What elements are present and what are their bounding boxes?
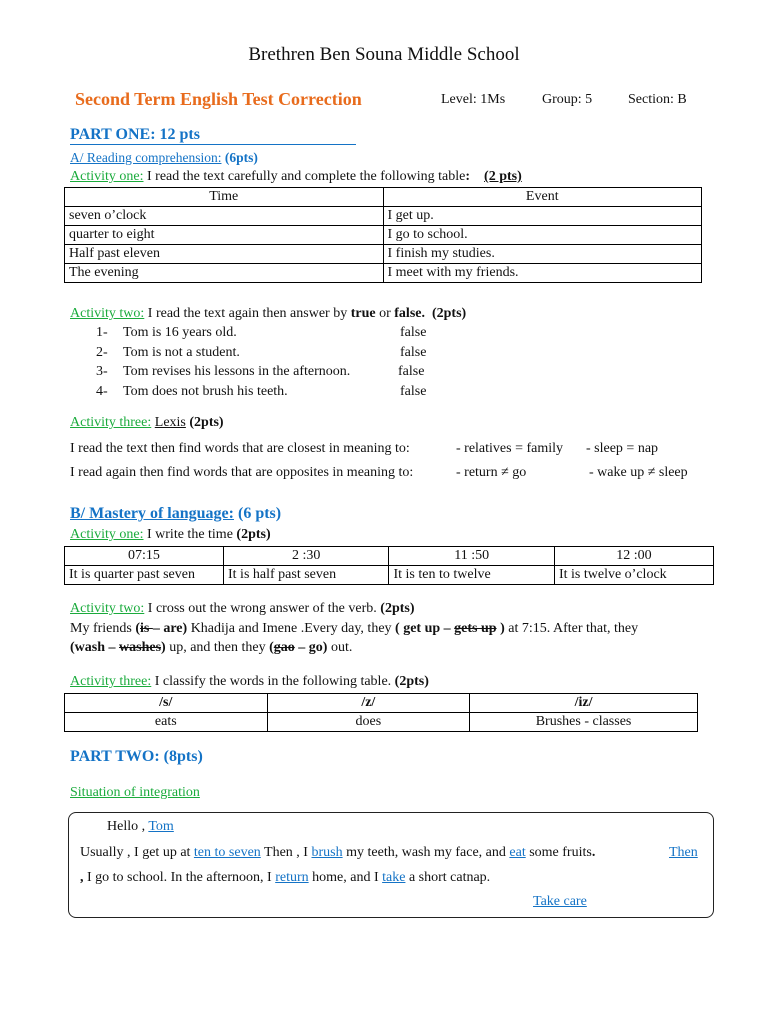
answer-word: ten to seven <box>193 845 261 860</box>
opposites-line <box>70 465 413 481</box>
false-word: false. <box>394 306 425 321</box>
reading-activity-one-line <box>70 169 522 185</box>
mastery-activity-two-line <box>70 601 415 617</box>
item-number: 4- <box>96 383 108 399</box>
opposites-text: I read again then find words that are opposites in meaning to: <box>70 465 414 480</box>
item-number: 2- <box>96 344 108 360</box>
table-row <box>65 713 698 732</box>
time-cell: Half past eleven <box>65 245 384 264</box>
level-label: Level: 1Ms <box>441 92 506 107</box>
activity-label: Activity one: <box>70 527 144 542</box>
time-answer: It is twelve o’clock <box>554 566 713 585</box>
mastery-points: (6 pts) <box>237 505 282 522</box>
event-cell: I finish my studies. <box>383 245 702 264</box>
mastery-activity-three-line <box>70 674 429 690</box>
letter-period: . <box>591 845 596 860</box>
sentence-text: out. <box>327 640 353 655</box>
header-time: Time <box>65 188 384 207</box>
activity-instruction: I write the time <box>143 527 237 542</box>
item-text: Tom revises his lessons in the afternoon. <box>123 364 351 379</box>
test-title: Second Term English Test Correction <box>75 89 362 109</box>
item-number: 1- <box>96 325 108 340</box>
sounds-table <box>64 693 698 732</box>
answer-word: return <box>275 870 309 885</box>
item-text: Tom is 16 years old. <box>123 325 237 340</box>
correct-choice: ( get up – <box>395 621 455 636</box>
list-item <box>96 343 496 363</box>
table-header-row <box>65 188 702 207</box>
time-answer: It is quarter past seven <box>65 566 224 585</box>
event-cell: I go to school. <box>383 226 702 245</box>
activity-points: (2pts) <box>431 306 467 321</box>
struck-choice: is <box>140 621 153 636</box>
list-item <box>96 362 496 382</box>
correct-choice: – are) <box>152 621 188 636</box>
table-row <box>65 566 714 585</box>
letter-comma: , <box>80 870 84 885</box>
colon-mark: : <box>465 169 471 184</box>
correct-choice: – go) <box>294 640 328 655</box>
reading-activity-two-line <box>70 306 466 322</box>
activity-instruction: I read the text carefully and complete the following table <box>143 169 466 184</box>
time-header: 2 :30 <box>224 547 389 566</box>
time-answer: It is half past seven <box>224 566 389 585</box>
answer-word: eat <box>509 845 526 860</box>
opposite-answer-a: - return ≠ go <box>456 465 527 480</box>
sound-cell: eats <box>65 713 268 732</box>
choice-open: ( <box>269 640 274 655</box>
time-cell: quarter to eight <box>65 226 384 245</box>
sound-header-iz: /iz/ <box>470 694 698 713</box>
event-cell: I meet with my friends. <box>383 264 702 283</box>
sound-cell: Brushes - classes <box>470 713 698 732</box>
time-cell: The evening <box>65 264 384 283</box>
item-answer: false <box>398 364 425 379</box>
synonym-answer-a: - relatives = family <box>456 441 564 456</box>
table-row <box>65 264 702 283</box>
true-false-list <box>96 323 496 401</box>
time-event-table <box>64 187 702 283</box>
activity-topic: Lexis <box>154 415 186 430</box>
correct-choice: (wash – <box>70 640 120 655</box>
mastery-title <box>70 505 281 523</box>
answer-word-then: Then <box>669 845 698 860</box>
table-header-row <box>65 547 714 566</box>
letter-text: I go to school. In the afternoon, I <box>83 870 276 885</box>
struck-choice: washes <box>119 640 162 655</box>
letter-text: Usually , I get up at <box>80 845 194 860</box>
letter-text: Then , I <box>260 845 312 860</box>
situation-label: Situation of integration <box>70 785 200 800</box>
letter-text: home, and I <box>308 870 383 885</box>
reading-title <box>70 150 258 166</box>
event-cell: I get up. <box>383 207 702 226</box>
sound-header-s: /s/ <box>65 694 268 713</box>
choice-close: ) <box>161 640 166 655</box>
letter-text: my teeth, wash my face, and <box>342 845 510 860</box>
table-row <box>65 226 702 245</box>
struck-choice: gao <box>273 640 295 655</box>
activity-instruction: I read the text again then answer by <box>144 306 351 321</box>
letter-greeting <box>107 819 174 835</box>
letter-text: a short catnap. <box>405 870 491 885</box>
mastery-title-text: B/ Mastery of language: <box>70 505 234 522</box>
header-event: Event <box>383 188 702 207</box>
part-one-title <box>70 126 200 144</box>
activity-points: (2pts) <box>189 415 224 430</box>
part-one-title-text: PART ONE: 12 pts <box>70 126 200 143</box>
item-answer: false <box>400 344 427 360</box>
time-header: 11 :50 <box>389 547 554 566</box>
synonym-answer-b: - sleep = nap <box>586 441 659 456</box>
greeting-text: Hello , <box>107 819 146 834</box>
sentence-text: Khadija and Imene .Every day, they <box>187 621 396 636</box>
reading-title-text: A/ Reading comprehension: <box>70 150 222 165</box>
answer-word: take <box>382 870 406 885</box>
table-header-row <box>65 694 698 713</box>
letter-closing: Take care <box>533 894 587 909</box>
time-header: 12 :00 <box>554 547 713 566</box>
reading-activity-three-line <box>70 415 224 431</box>
part-one-underline <box>70 144 356 145</box>
activity-instruction: I cross out the wrong answer of the verb. <box>144 601 381 616</box>
activity-points: (2pts) <box>236 527 271 542</box>
school-name: Brethren Ben Souna Middle School <box>248 44 520 65</box>
letter-line-1 <box>80 845 595 861</box>
mastery-activity-one-line <box>70 527 271 543</box>
activity-points: (2 pts) <box>484 169 522 184</box>
opposite-answer-b: - wake up ≠ sleep <box>589 465 688 480</box>
choice-open: ( <box>135 621 140 636</box>
sentence-text: at 7:15. After that, they <box>504 621 639 636</box>
activity-instruction: I classify the words in the following table. <box>151 674 395 689</box>
time-cell: seven o’clock <box>65 207 384 226</box>
sound-cell: does <box>267 713 470 732</box>
activity-label: Activity two: <box>70 306 145 321</box>
section-label: Section: B <box>628 92 687 107</box>
activity-label: Activity three: <box>70 674 152 689</box>
table-row <box>65 245 702 264</box>
sentence-text: up, and then they <box>165 640 270 655</box>
verb-sentence-2 <box>70 640 352 656</box>
list-item <box>96 382 496 402</box>
choice-close: ) <box>496 621 505 636</box>
letter-text: some fruits <box>525 845 592 860</box>
item-answer: false <box>400 325 427 340</box>
or-word: or <box>375 306 395 321</box>
table-row <box>65 207 702 226</box>
true-word: true <box>350 306 376 321</box>
sound-header-z: /z/ <box>267 694 470 713</box>
group-label: Group: 5 <box>542 92 593 107</box>
synonyms-line <box>70 441 410 457</box>
list-item <box>96 323 496 343</box>
letter-line-2 <box>80 870 490 886</box>
struck-choice: gets up <box>454 621 497 636</box>
activity-points: (2pts) <box>394 674 429 689</box>
item-text: Tom does not brush his teeth. <box>123 383 288 399</box>
item-answer: false <box>400 383 427 399</box>
verb-sentence-1 <box>70 621 638 637</box>
synonyms-text: I read the text then find words that are closest in meaning to: <box>70 441 410 456</box>
activity-points: (2pts) <box>380 601 415 616</box>
sentence-text: My friends <box>70 621 136 636</box>
activity-label: Activity one: <box>70 169 144 184</box>
part-two-title: PART TWO: (8pts) <box>70 748 203 765</box>
item-text: Tom is not a student. <box>123 344 240 360</box>
reading-points: (6pts) <box>224 150 258 165</box>
time-table <box>64 546 714 585</box>
time-answer: It is ten to twelve <box>389 566 554 585</box>
answer-word: brush <box>311 845 343 860</box>
item-number: 3- <box>96 364 108 379</box>
activity-label: Activity two: <box>70 601 145 616</box>
activity-label: Activity three: <box>70 415 152 430</box>
time-header: 07:15 <box>65 547 224 566</box>
letter-name: Tom <box>148 819 174 834</box>
